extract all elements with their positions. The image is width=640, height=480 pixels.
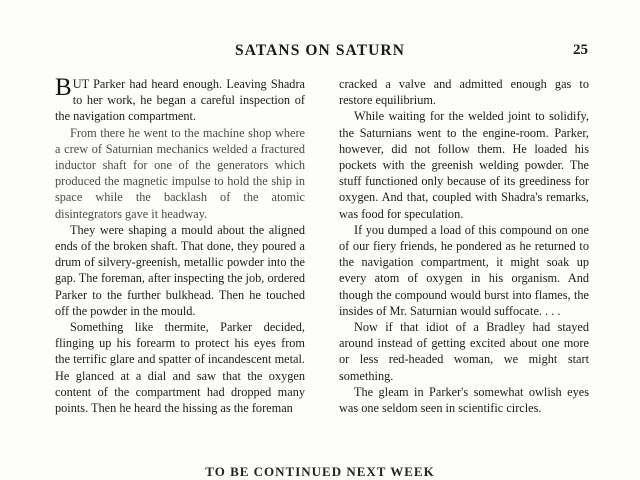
paragraph-text: From there he went to the machine shop where a crew of Saturnian mechanics welded a fractured inductor shaft for one of the generators which produced the magnetic impulse to hold the ship in space while the backlash of the atomic disintegrators gave it headway. — [55, 125, 305, 221]
paragraph-text: The gleam in Parker's somewhat owlish eyes was one seldom seen in scientific circles. — [339, 384, 589, 416]
paragraph-text: While waiting for the welded joint to solidify, the Saturnians went to the engine-room. Parker, however, did not follow them. He loaded his pockets with the greenish welding powder. The stuff functioned only because of its greediness for oxygen. And that, coupled with Shadra's remarks, was food for speculation. — [339, 109, 589, 221]
paragraph-text: Now if that idiot of a Bradley had stayed around instead of getting excited about one more or less red-headed woman, we might start something. — [339, 320, 589, 383]
page-header — [52, 42, 588, 64]
continued-note — [0, 466, 640, 477]
two-column-body — [55, 76, 589, 466]
running-head: SATANS ON SATURN — [234, 42, 406, 59]
paragraph-text: cracked a valve and admitted enough gas to restore equilibrium. — [339, 77, 589, 108]
paragraph — [339, 384, 589, 416]
paragraph — [339, 76, 589, 108]
paragraph — [339, 319, 589, 384]
drop-cap: B — [55, 74, 72, 101]
paragraph-text: Something like thermite, Parker decided, flinging up his forearm to protect his eyes from the terrific glare and spatter of incandescent metal. He glanced at a dial and saw that the oxygen content of the compartment had dropped many points. Then he heard the hissing as the foreman — [55, 320, 305, 416]
paragraph-text: They were shaping a mould about the aligned ends of the broken shaft. That done, they poured a drum of silvery-greenish, metallic powder into the gap. The foreman, after inspecting the job, ordered Parker to the further bulkhead. Then he touched off the powder in the mould. — [55, 222, 305, 318]
continued-note-text: TO BE CONTINUED NEXT WEEK — [205, 466, 435, 477]
page-number: 25 — [573, 42, 588, 58]
paragraph — [55, 76, 305, 125]
paragraph — [55, 222, 305, 319]
paragraph — [55, 319, 305, 416]
paragraph-text: If you dumped a load of this compound on one of our fiery friends, he pondered as he returned to the navigation compartment, it might soak up every atom of oxygen in his organism. And though the compound would burst into flames, the insides of Mr. Saturnian would suffocate. . . . — [339, 222, 589, 318]
left-column — [55, 76, 305, 466]
paragraph — [55, 125, 305, 222]
paragraph — [339, 222, 589, 319]
right-column — [339, 76, 589, 466]
paragraph-text: UT Parker had heard enough. Leaving Shadra to her work, he began a careful inspection of the navigation compartment. — [55, 77, 305, 124]
paragraph — [339, 108, 589, 221]
